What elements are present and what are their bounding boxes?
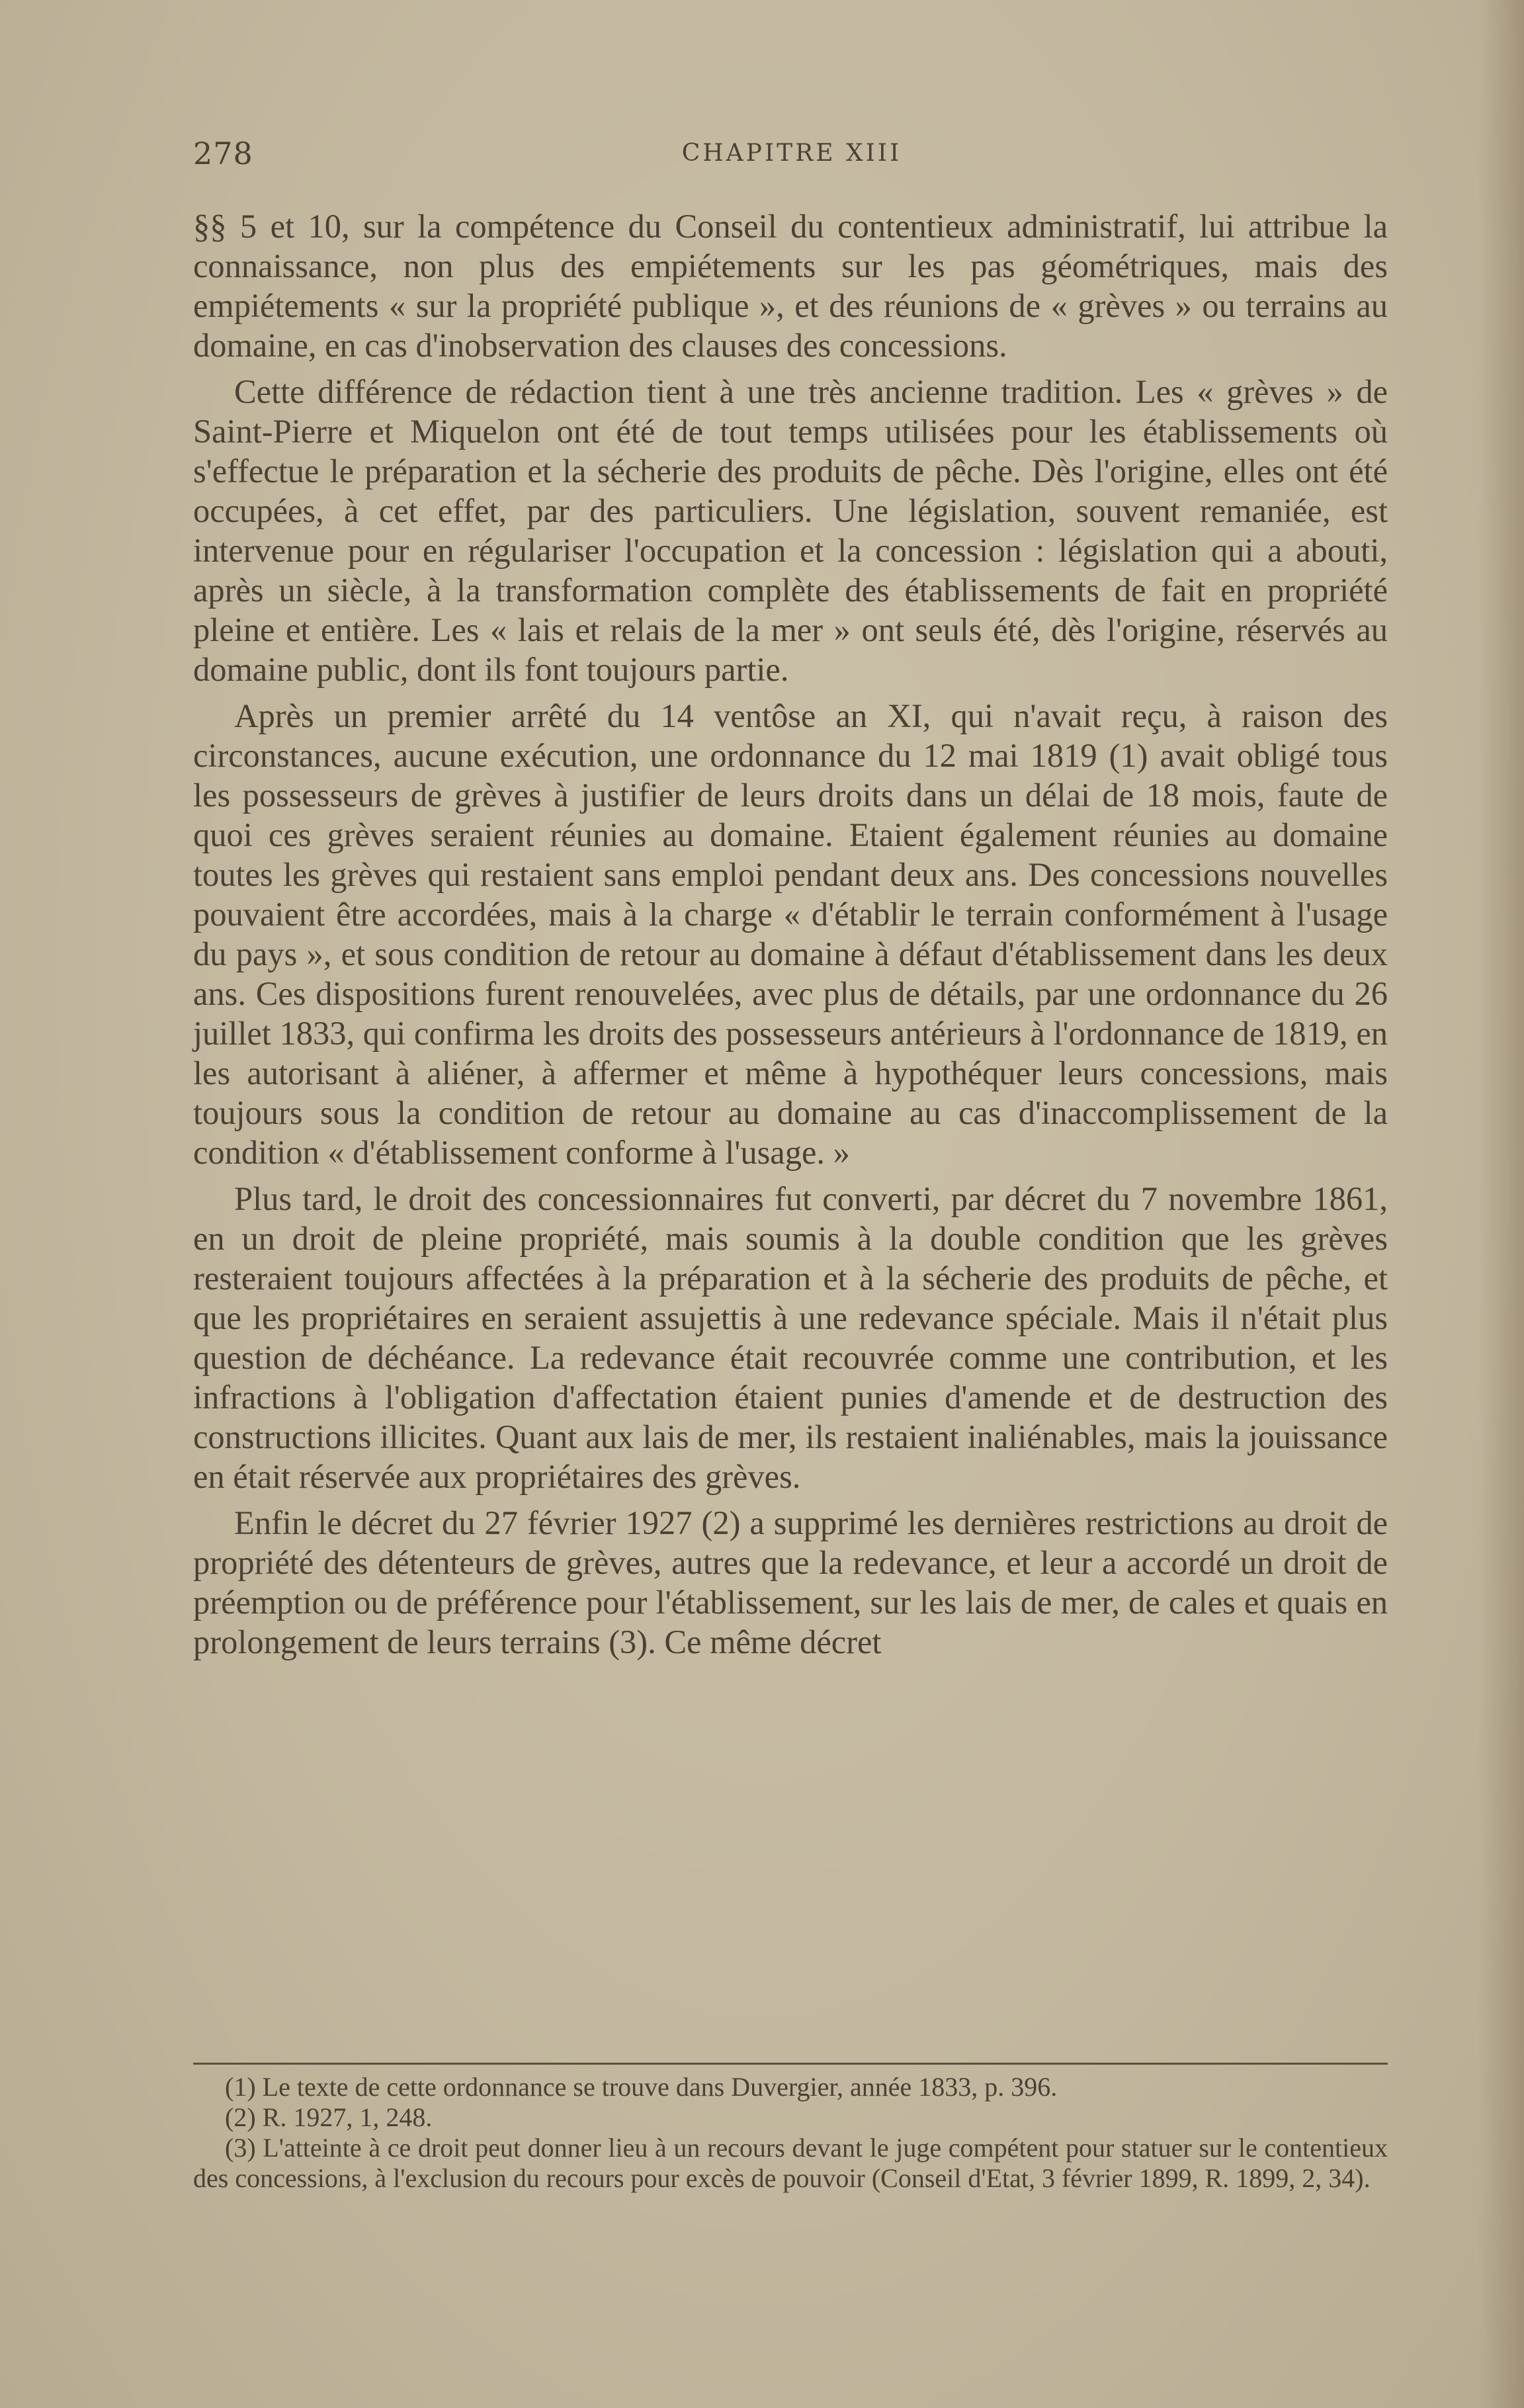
running-header bbox=[193, 136, 1390, 175]
paragraph: Cette différence de rédaction tient à une très ancienne tradition. Les « grèves » de Saint-Pierre et Miquelon ont été de tout temps utilisées pour les établissements où s'effectue le préparation et la sécherie des produits de pêche. Dès l'origine, elles ont été occupées, à cet effet, par des particuliers. Une législation, souvent remaniée, est intervenue pour en régulariser l'occupation et la concession : législation qui a abouti, après un siècle, à la transformation complète des établissements de fait en propriété pleine et entière. Les « lais et relais de la mer » ont seuls été, dès l'origine, réservés au domaine public, dont ils font toujours partie. bbox=[193, 373, 1388, 688]
chapter-title: CHAPITRE XIII bbox=[681, 140, 902, 167]
footnote: (1) Le texte de cette ordonnance se trouve dans Duvergier, année 1833, p. 396. bbox=[225, 2072, 1058, 2102]
body-text bbox=[193, 206, 1388, 1668]
footnotes bbox=[193, 2072, 1388, 2194]
paragraph: Plus tard, le droit des concessionnaires fut converti, par décret du 7 novembre 1861, en un droit de pleine propriété, mais soumis à la double condition que les grèves resteraient toujours affectées à la préparation et à la sécherie des produits de pêche, et que les propriétaires en seraient assujettis à une redevance spéciale. Mais il n'était plus question de déchéance. La redevance était recouvrée comme une contribution, et les infractions à l'obligation d'affectation étaient punies d'amende et de destruction des constructions illicites. Quant aux lais de mer, ils restaient inaliénables, mais la jouissance en était réservée aux propriétaires des grèves. bbox=[193, 1180, 1388, 1495]
paragraph: §§ 5 et 10, sur la compétence du Conseil du contentieux administratif, lui attribue la connaissance, non plus des empiétements sur les pas géométriques, mais des empiétements « sur la propriété publique », et des réunions de « grèves » ou terrains au domaine, en cas d'inobservation des clauses des concessions. bbox=[193, 208, 1388, 364]
page-edge-shadow bbox=[1478, 0, 1524, 2408]
page-number: 278 bbox=[193, 136, 253, 171]
paragraph: Après un premier arrêté du 14 ventôse an XI, qui n'avait reçu, à raison des circonstances, aucune exécution, une ordonnance du 12 mai 1819 (1) avait obligé tous les possesseurs de grèves à justifier de leurs droits dans un délai de 18 mois, faute de quoi ces grèves seraient réunies au domaine. Etaient également réunies au domaine toutes les grèves qui restaient sans emploi pendant deux ans. Des concessions nouvelles pouvaient être accordées, mais à la charge « d'établir le terrain conformément à l'usage du pays », et sous condition de retour au domaine à défaut d'établissement dans les deux ans. Ces dispositions furent renouvelées, avec plus de détails, par une ordonnance du 26 juillet 1833, qui confirma les droits des possesseurs antérieurs à l'ordonnance de 1819, en les autorisant à aliéner, à affermer et même à hypothéquer leurs concessions, mais toujours sous la condition de retour au domaine au cas d'inaccomplissement de la condition « d'établissement conforme à l'usage. » bbox=[193, 697, 1388, 1171]
footnote-divider bbox=[193, 2063, 1388, 2065]
footnote: (2) R. 1927, 1, 248. bbox=[225, 2102, 433, 2132]
footnote: (3) L'atteinte à ce droit peut donner lieu à un recours devant le juge compétent pour statuer sur le contentieux des concessions, à l'exclusion du recours pour excès de pouvoir (Conseil d'Etat, 3 février 1899, R. 1899, 2, 34). bbox=[193, 2133, 1388, 2193]
paragraph: Enfin le décret du 27 février 1927 (2) a supprimé les dernières restrictions au droit de propriété des détenteurs de grèves, autres que la redevance, et leur a accordé un droit de préemption ou de préférence pour l'établissement, sur les lais de mer, de cales et quais en prolongement de leurs terrains (3). Ce même décret bbox=[193, 1504, 1388, 1660]
